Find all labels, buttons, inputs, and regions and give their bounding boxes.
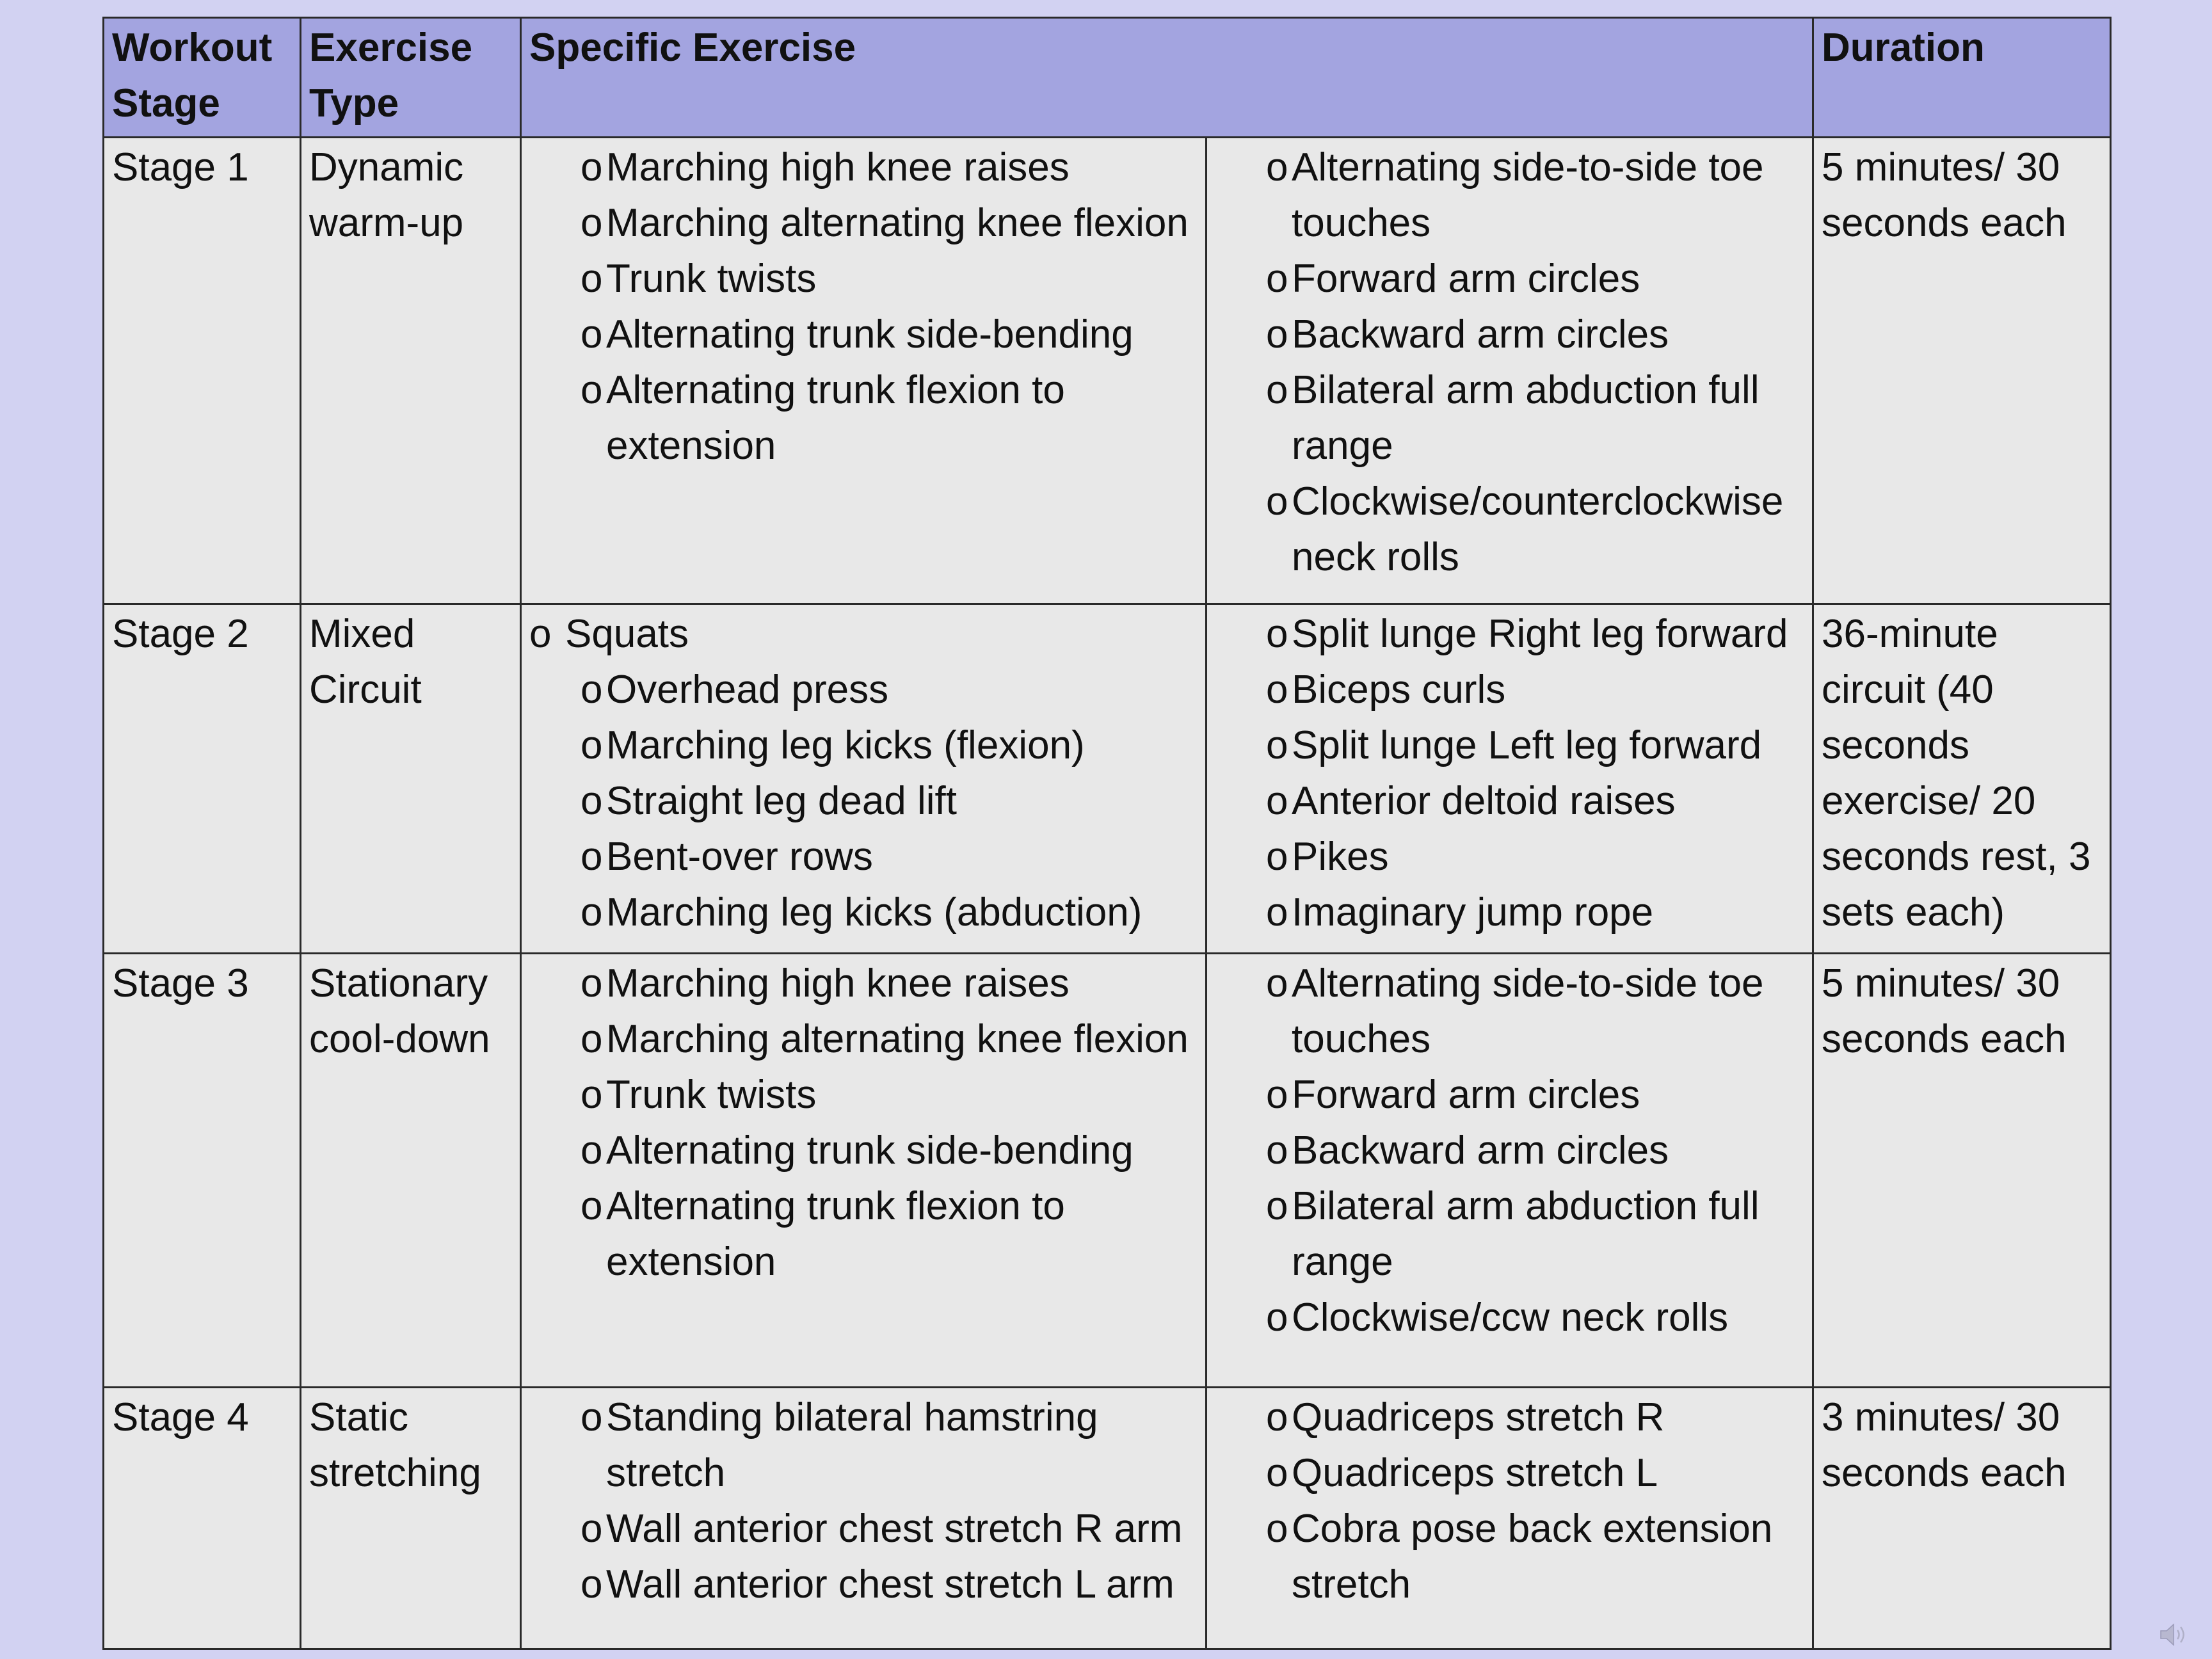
header-duration: Duration [1813, 18, 2111, 138]
exercise-list-right [1206, 138, 1813, 604]
list-item: o Wall anterior chest stretch L arm [529, 1557, 1199, 1612]
list-item: o Marching high knee raises [529, 956, 1199, 1011]
duration-cell: 5 minutes/ 30 seconds each [1813, 138, 2111, 604]
header-exercise-type: Exercise Type [301, 18, 521, 138]
list-item: o Pikes [1215, 829, 1806, 885]
list-item: o Marching leg kicks (flexion) [529, 717, 1199, 773]
list-item: o Straight leg dead lift [529, 773, 1199, 829]
list-item: o Bilateral arm abduction full range [1215, 1178, 1806, 1290]
header-specific-exercise: Specific Exercise [521, 18, 1813, 138]
exercise-type-cell: Mixed Circuit [301, 604, 521, 954]
list-item: o Quadriceps stretch L [1215, 1445, 1806, 1501]
list-item: o Quadriceps stretch R [1215, 1390, 1806, 1445]
exercise-list-right [1206, 604, 1813, 954]
exercise-list-left [521, 138, 1206, 604]
list-item: o Clockwise/counterclockwise neck rolls [1215, 474, 1806, 585]
list-item: o Biceps curls [1215, 662, 1806, 717]
exercise-type-cell: Static stretching [301, 1388, 521, 1649]
header-row [104, 18, 2111, 138]
list-item: o Imaginary jump rope [1215, 885, 1806, 940]
workout-table [102, 17, 2112, 1650]
list-item: o Wall anterior chest stretch R arm [529, 1501, 1199, 1557]
list-item: o Forward arm circles [1215, 1067, 1806, 1123]
list-item: o Anterior deltoid raises [1215, 773, 1806, 829]
list-item: o Alternating trunk flexion to extension [529, 1178, 1199, 1290]
exercise-list-right [1206, 1388, 1813, 1649]
list-item: o Overhead press [529, 662, 1199, 717]
list-item: o Bent-over rows [529, 829, 1199, 885]
duration-cell: 3 minutes/ 30 seconds each [1813, 1388, 2111, 1649]
duration-cell: 5 minutes/ 30 seconds each [1813, 954, 2111, 1388]
exercise-list-left [521, 604, 1206, 954]
list-item: o Forward arm circles [1215, 251, 1806, 307]
list-item: o Split lunge Left leg forward [1215, 717, 1806, 773]
list-item: o Backward arm circles [1215, 1123, 1806, 1178]
list-item: o Backward arm circles [1215, 307, 1806, 362]
list-item: o Alternating side-to-side toe touches [1215, 140, 1806, 251]
list-item: o Bilateral arm abduction full range [1215, 362, 1806, 474]
stage-cell: Stage 2 [104, 604, 301, 954]
list-item: o Trunk twists [529, 1067, 1199, 1123]
stage-cell: Stage 1 [104, 138, 301, 604]
list-item: o Standing bilateral hamstring stretch [529, 1390, 1199, 1501]
duration-cell: 36-minute circuit (40 seconds exercise/ 20 seconds rest, 3 sets each) [1813, 604, 2111, 954]
list-item: o Alternating side-to-side toe touches [1215, 956, 1806, 1067]
list-item: o Trunk twists [529, 251, 1199, 307]
list-item: o Split lunge Right leg forward [1215, 606, 1806, 662]
speaker-icon[interactable] [2160, 1622, 2189, 1647]
table-row-stage-1 [104, 138, 2111, 604]
list-item: o Marching alternating knee flexion [529, 195, 1199, 251]
stage-cell: Stage 4 [104, 1388, 301, 1649]
table-row-stage-4 [104, 1388, 2111, 1649]
list-item: o Alternating trunk side-bending [529, 307, 1199, 362]
list-item: o Alternating trunk side-bending [529, 1123, 1199, 1178]
list-item: o Marching alternating knee flexion [529, 1011, 1199, 1067]
table-row-stage-3 [104, 954, 2111, 1388]
list-item: o Marching leg kicks (abduction) [529, 885, 1199, 940]
exercise-list-left [521, 1388, 1206, 1649]
list-item: o Clockwise/ccw neck rolls [1215, 1290, 1806, 1345]
exercise-list-left [521, 954, 1206, 1388]
list-item: o Alternating trunk flexion to extension [529, 362, 1199, 474]
list-item: o Cobra pose back extension stretch [1215, 1501, 1806, 1612]
stage-cell: Stage 3 [104, 954, 301, 1388]
header-workout-stage: Workout Stage [104, 18, 301, 138]
table-row-stage-2 [104, 604, 2111, 954]
list-item: o Marching high knee raises [529, 140, 1199, 195]
exercise-list-right [1206, 954, 1813, 1388]
exercise-type-cell: Stationary cool-down [301, 954, 521, 1388]
exercise-type-cell: Dynamic warm-up [301, 138, 521, 604]
list-item: o Squats [529, 606, 1199, 662]
